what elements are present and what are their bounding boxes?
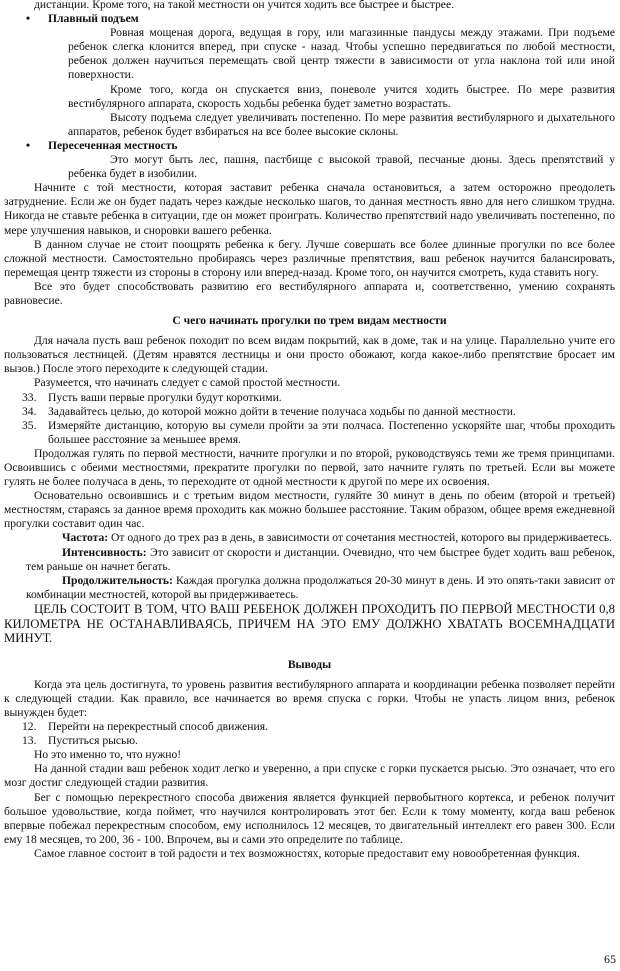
section-heading-rough-terrain: • Пересеченная местность <box>4 139 615 153</box>
page-content <box>4 0 615 861</box>
list-number: 12. <box>22 720 37 734</box>
list-item-text: Пусть ваши первые прогулки будут короткими. <box>48 390 282 404</box>
list-item-text: Измеряйте дистанцию, которую вы сумели пройти за эти полчаса. Постепенно ускоряйте шаг, чтобы проходить большее расстояние за меньшее время. <box>48 418 615 446</box>
list-number: 33. <box>22 390 37 404</box>
paragraph: Это могут быть лес, пашня, пастбище с высокой травой, песчаные дюны. Здесь препятствий у ребенка будет в изобилии. <box>68 153 615 181</box>
paragraph: Высоту подъема следует увеличивать постепенно. По мере развития вестибулярного и дыхательного аппаратов, ребенок будет взбираться на все более высокие склоны. <box>68 110 615 138</box>
definition-duration <box>4 574 615 602</box>
paragraph: Основательно освоившись и с третьим видом местности, гуляйте 30 минут в день по обеим (второй и третьей) местностям, стараясь за данное время проходить как можно большее расстояние. Таким образом, общее время ежедневной прогулки составит один час. <box>4 489 615 531</box>
list-item <box>4 405 615 419</box>
list-number: 13. <box>22 734 37 748</box>
list-item <box>4 734 615 748</box>
definition-intensity <box>4 546 615 574</box>
list-item <box>4 391 615 405</box>
paragraph: дистанции. Кроме того, на такой местности он учится ходить все быстрее и быстрее. <box>34 0 455 11</box>
list-item-text: Задавайтесь целью, до которой можно дойти в течение получаса ходьбы по данной местности. <box>48 404 516 418</box>
paragraph: Продолжая гулять по первой местности, начните прогулки и по второй, руководствуясь теми же тремя принципами. Освоившись с обеими местностями, прекратите прогулки по первой, зато начните гулять по третьей. Если вы можете гулять не более получаса в день, то переходите от одной местности к другой по мере их освоения. <box>4 446 615 489</box>
list-item <box>4 720 615 734</box>
definition-label: Интенсивность: <box>62 545 147 559</box>
paragraph: Кроме того, когда он спускается вниз, поневоле учится ходить быстрее. По мере развития вестибулярного аппарата, скорость ходьбы ребенка будет заметно возрастать. <box>68 82 615 110</box>
paragraph: Но это именно то, что нужно! <box>34 748 182 762</box>
definition-label: Продолжительность: <box>62 573 173 587</box>
paragraph: На данной стадии ваш ребенок ходит легко и уверенно, а при спуске с горки пускается рысью. Это означает, что его мозг достиг следующей стадии развития. <box>4 762 615 790</box>
list-item <box>4 419 615 447</box>
list-number: 34. <box>22 404 37 418</box>
numbered-list-conclusions <box>4 720 615 748</box>
definition-label: Частота: <box>62 531 109 545</box>
paragraph: Начните с той местности, которая заставит ребенка сначала остановиться, а затем осторожно преодолеть затруднение. Если же он будет падать через каждые несколько шагов, то данная местность явно для него слишком трудна. Никогда не ставьте ребенка в ситуации, где он может проиграть. Количество препятствий надо увеличивать постепенно, по мере улучшения навыков, и сноровки вашего ребенка. <box>4 181 615 237</box>
section-heading-gentle-slope: • Плавный подъем <box>4 12 615 26</box>
list-number: 35. <box>22 418 37 432</box>
paragraph: В данном случае не стоит поощрять ребенка к бегу. Лучше совершать все более длинные прогулки по все более сложной местности. Самостоятельно пробираясь через различные препятствия, ваш ребенок научится балансировать, перемещая центр тяжести из стороны в сторону или вперед-назад. Кроме того, он научится смотреть, куда ставить ногу. <box>4 237 615 279</box>
list-item-text: Перейти на перекрестный способ движения. <box>48 720 268 734</box>
paragraph: Для начала пусть ваш ребенок походит по всем видам покрытий, как в доме, так и на улице. Параллельно учите его пользоваться лестницей. (Детям нравятся лестницы и они просто обожают, когда какое-либо препятствие бросает им вызов.) После этого переходите к следующей стадии. <box>4 334 615 376</box>
paragraph: Ровная мощеная дорога, ведущая в гору, или магазинные пандусы между этажами. При подъеме ребенок слегка клонится вперед, при спуске - назад. Чтобы успешно передвигаться по любой местности, ребенок должен научиться перемещать свой центр тяжести в зависимости от угла наклона той или иной поверхности. <box>68 26 615 82</box>
definition-text: Каждая прогулка должна продолжаться 20-30 минут в день. И это опять-таки зависит от комбинации местностей, которой вы придерживаетесь. <box>26 573 615 601</box>
definition-text: От одного до трех раз в день, в зависимости от сочетания местностей, которого вы придерживаетесь. <box>111 531 613 545</box>
definition-text: Это зависит от скорости и дистанции. Очевидно, что чем быстрее будет ходить ваш ребенок, тем раньше он начнет бегать. <box>26 545 615 573</box>
paragraph: Разумеется, что начинать следует с самой простой местности. <box>34 376 341 390</box>
section-title-conclusions: Выводы <box>287 657 332 671</box>
goal-statement: ЦЕЛЬ СОСТОИТ В ТОМ, ЧТО ВАШ РЕБЕНОК ДОЛЖЕН ПРОХОДИТЬ ПО ПЕРВОЙ МЕСТНОСТИ 0,8 КИЛОМЕТРА НЕ ОСТАНАВЛИВАЯСЬ, ПРИЧЕМ НА ЭТО ЕМУ ДОЛЖНО ХВАТАТЬ ВОСЕМНАДЦАТИ МИНУТ. <box>4 601 615 646</box>
paragraph: Самое главное состоит в той радости и тех возможностях, которые предоставит ему новообретенная функция. <box>34 846 580 860</box>
paragraph: Бег с помощью перекрестного способа движения является функцией первобытного кортекса, и ребенок получит большое удовольствие, когда поймет, что научился контролировать этот бег. Если к тому моменту, когда ваш ребенок впервые побежал перекрестным способом, ему исполнилось 12 месяцев, то двигательный интеллект его равен 300. Если ему 18 месяцев, то 200, 36 - 100. Впрочем, вы и сами это определите по таблице. <box>4 790 615 846</box>
list-item-text: Пуститься рысью. <box>48 734 138 748</box>
numbered-list-walks <box>4 391 615 447</box>
paragraph: Все это будет способствовать развитию его вестибулярного аппарата и, соответственно, умению сохранять равновесие. <box>4 279 615 307</box>
page-number: 65 <box>604 952 616 966</box>
definition-frequency <box>4 531 615 545</box>
paragraph: Когда эта цель достигнута, то уровень развития вестибулярного аппарата и координации ребенка позволяет перейти к следующей стадии. Как правило, все начинается во время спуска с горки. Чтобы не упасть лицом вниз, ребенок вынужден будет: <box>4 677 615 719</box>
section-title-walks: С чего начинать прогулки по трем видам местности <box>172 314 447 328</box>
